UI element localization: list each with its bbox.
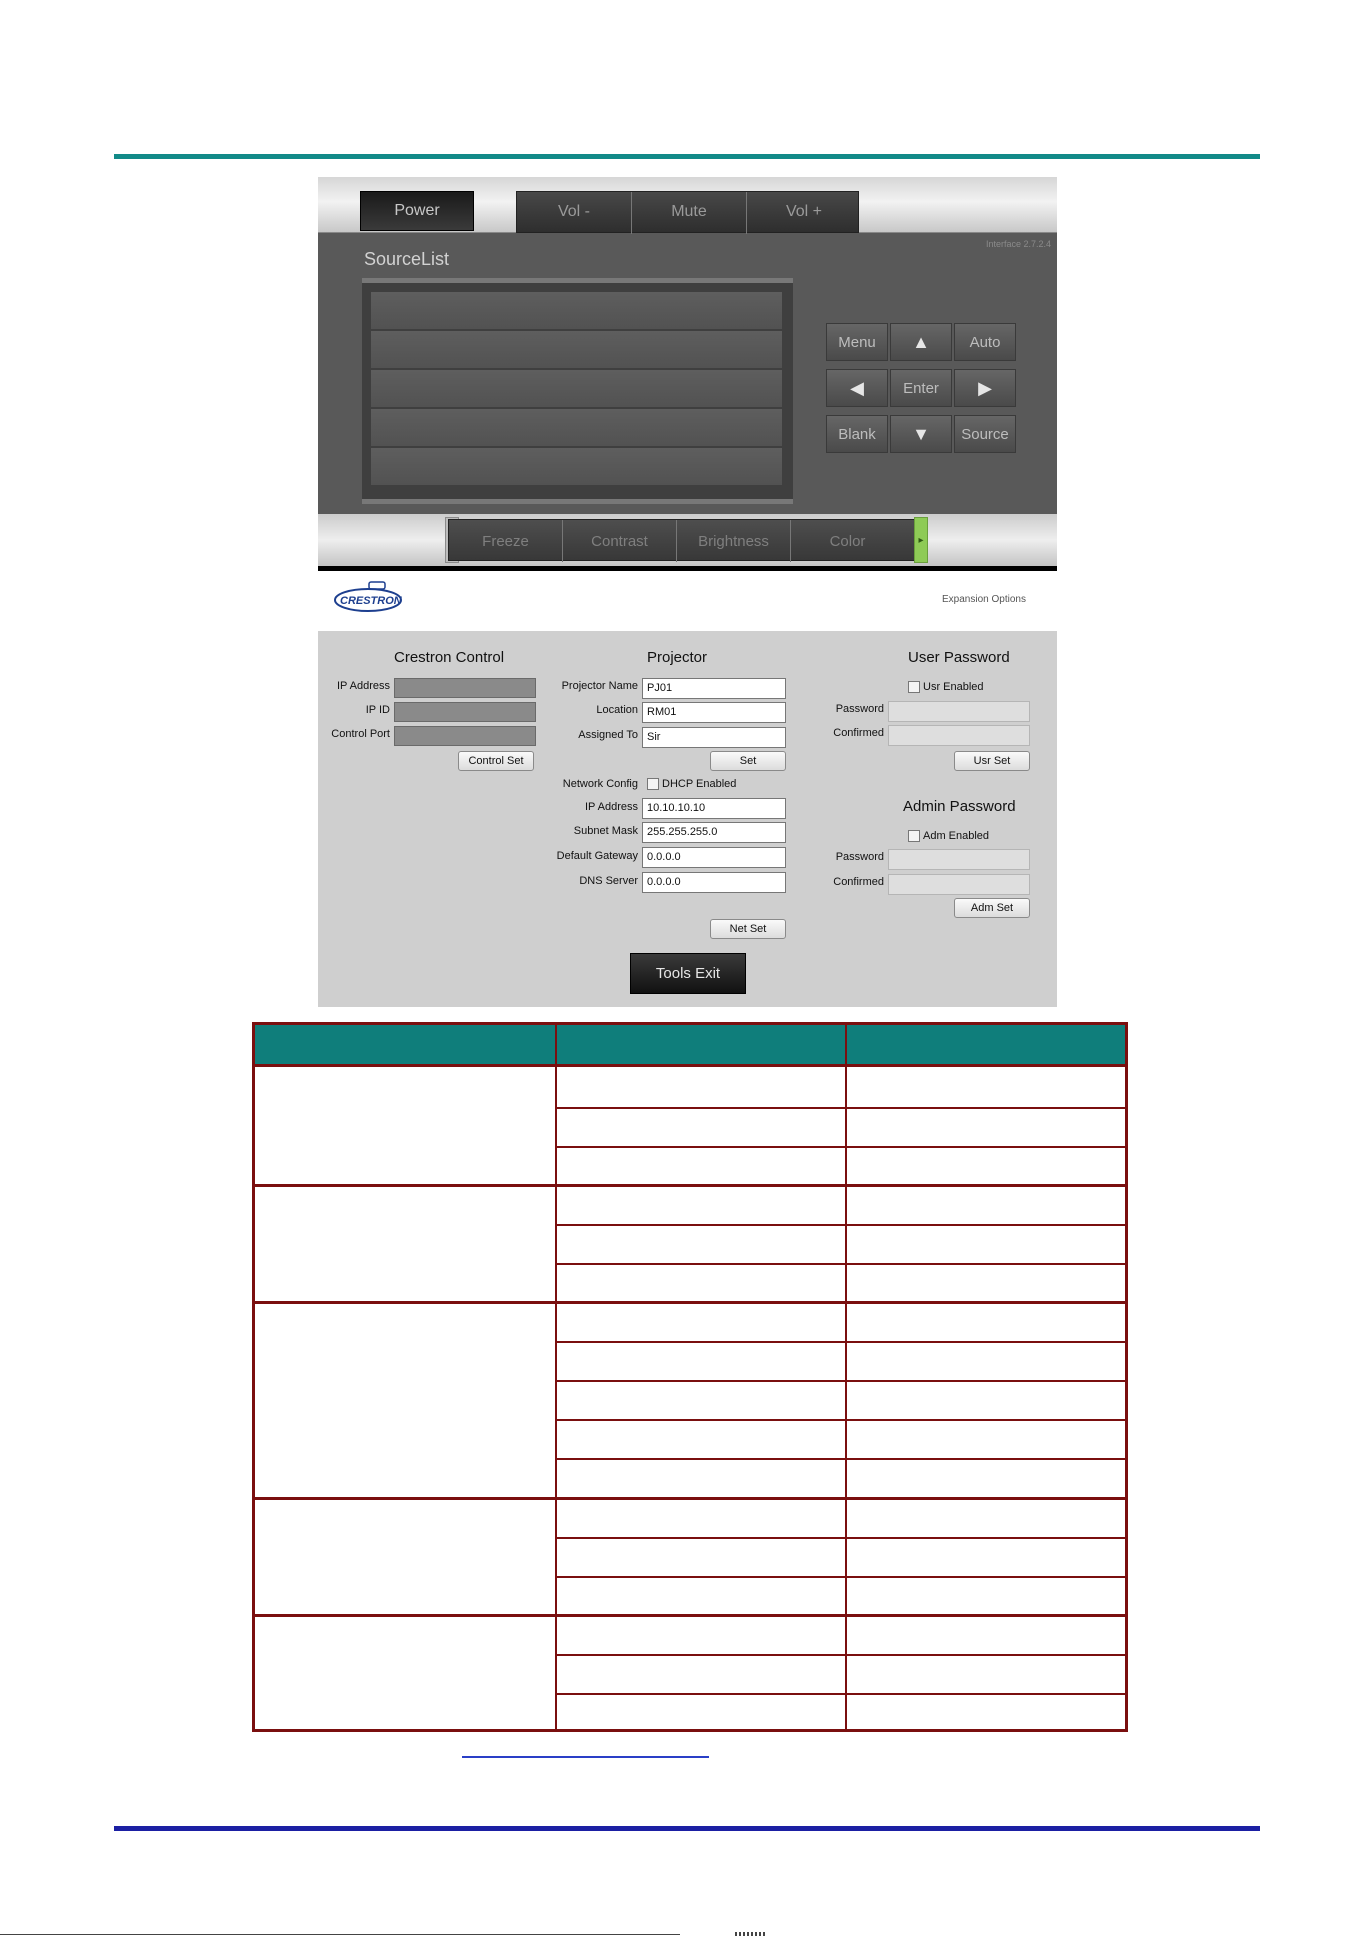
blank-button[interactable]: Blank	[826, 415, 888, 453]
group-divider	[255, 1614, 1125, 1617]
subnet-mask-label: Subnet Mask	[573, 825, 638, 837]
right-button[interactable]	[954, 369, 1016, 407]
crestron-control-title: Crestron Control	[394, 649, 505, 666]
tools-exit-button[interactable]: Tools Exit	[630, 953, 746, 994]
network-config-label: Network Config	[562, 778, 638, 790]
footer-line	[0, 1934, 680, 1935]
subnet-mask-field[interactable]: 255.255.255.0	[642, 822, 786, 843]
user-confirmed-label: Confirmed	[833, 727, 884, 739]
group-divider	[255, 1184, 1125, 1187]
group-divider	[255, 1301, 1125, 1304]
table-header	[255, 1025, 1125, 1067]
assigned-to-label: Assigned To	[578, 729, 638, 741]
power-button[interactable]: Power	[360, 191, 474, 231]
settings-table	[252, 1022, 1128, 1732]
divider	[318, 566, 1057, 571]
user-password-label: Password	[835, 703, 884, 715]
projector-title: Projector	[647, 649, 708, 666]
control-set-button[interactable]: Control Set	[458, 751, 534, 771]
assigned-to-field[interactable]: Sir	[642, 727, 786, 748]
chevron-right-icon: ▸	[918, 534, 924, 546]
admin-confirmed-label: Confirmed	[833, 876, 884, 888]
remote-control-panel	[318, 177, 1057, 571]
left-button[interactable]	[826, 369, 888, 407]
tools-panel	[318, 631, 1057, 1007]
default-gateway-label: Default Gateway	[556, 850, 638, 862]
crestron-control-port-field[interactable]	[394, 726, 536, 746]
footer-rule	[114, 1826, 1260, 1831]
up-arrow-icon: ▲	[912, 331, 930, 352]
header-rule	[114, 154, 1260, 159]
projector-name-label: Projector Name	[561, 680, 638, 692]
right-arrow-icon: ▶	[978, 377, 992, 398]
ip-id-label: IP ID	[365, 704, 390, 716]
row-divider	[557, 1263, 1125, 1265]
admin-password-label: Password	[835, 851, 884, 863]
admin-enabled-checkbox[interactable]	[908, 830, 920, 842]
row-divider	[557, 1654, 1125, 1656]
source-list-item[interactable]	[371, 370, 782, 407]
projector-name-field[interactable]: PJ01	[642, 678, 786, 699]
crestron-logo	[332, 580, 424, 616]
hyperlink-underline[interactable]	[462, 1756, 709, 1758]
row-divider	[557, 1419, 1125, 1421]
source-list-item[interactable]	[371, 331, 782, 368]
user-set-button[interactable]: Usr Set	[954, 751, 1030, 771]
mute-button[interactable]: Mute	[671, 203, 707, 220]
down-arrow-icon: ▼	[912, 423, 930, 444]
volume-button-group	[516, 191, 859, 233]
down-button[interactable]	[890, 415, 952, 453]
row-divider	[557, 1146, 1125, 1148]
default-gateway-field[interactable]: 0.0.0.0	[642, 847, 786, 868]
ip-address-label: IP Address	[585, 801, 638, 813]
freeze-button[interactable]: Freeze	[482, 532, 529, 550]
crestron-ip-id-field[interactable]	[394, 702, 536, 722]
source-button[interactable]: Source	[954, 415, 1016, 453]
source-list-title: SourceList	[364, 249, 450, 269]
dns-server-label: DNS Server	[579, 875, 638, 887]
column-divider	[555, 1025, 557, 1729]
enter-button[interactable]: Enter	[890, 369, 952, 407]
left-arrow-icon: ◀	[850, 377, 864, 398]
scroll-right-button[interactable]	[914, 517, 928, 563]
admin-confirmed-field[interactable]	[888, 874, 1030, 895]
row-divider	[557, 1341, 1125, 1343]
user-password-title: User Password	[908, 649, 1010, 666]
color-button[interactable]: Color	[829, 532, 866, 550]
top-button-bar	[318, 177, 1057, 233]
bottom-button-bar	[318, 514, 1057, 566]
admin-password-field[interactable]	[888, 849, 1030, 870]
row-divider	[557, 1224, 1125, 1226]
navigation-pad	[826, 323, 1018, 457]
user-confirmed-field[interactable]	[888, 725, 1030, 746]
net-set-button[interactable]: Net Set	[710, 919, 786, 939]
control-port-label: Control Port	[331, 728, 390, 740]
vol-minus-button[interactable]: Vol -	[557, 203, 590, 220]
source-list	[362, 278, 793, 504]
crestron-ip-address-field[interactable]	[394, 678, 536, 698]
admin-password-title: Admin Password	[903, 798, 1016, 815]
up-button[interactable]	[890, 323, 952, 361]
row-divider	[557, 1537, 1125, 1539]
menu-button[interactable]: Menu	[826, 323, 888, 361]
auto-button[interactable]: Auto	[954, 323, 1016, 361]
source-list-item[interactable]	[371, 409, 782, 446]
logo-text: CRESTRON	[340, 595, 402, 607]
set-button[interactable]: Set	[710, 751, 786, 771]
brightness-button[interactable]: Brightness	[698, 532, 769, 550]
interface-version: Interface 2.7.2.4	[985, 239, 1051, 249]
source-list-item[interactable]	[371, 292, 782, 329]
admin-set-button[interactable]: Adm Set	[954, 898, 1030, 918]
contrast-button[interactable]: Contrast	[591, 532, 648, 550]
user-enabled-label: Usr Enabled	[923, 681, 984, 693]
row-divider	[557, 1576, 1125, 1578]
user-password-field[interactable]	[888, 701, 1030, 722]
dns-server-field[interactable]: 0.0.0.0	[642, 872, 786, 893]
expansion-options-link[interactable]: Expansion Options	[942, 594, 1026, 605]
location-label: Location	[596, 704, 638, 716]
vol-plus-button[interactable]: Vol +	[785, 203, 823, 220]
location-field[interactable]: RM01	[642, 702, 786, 723]
dhcp-enabled-label: DHCP Enabled	[662, 778, 737, 790]
ip-address-label: IP Address	[337, 680, 390, 692]
row-divider	[557, 1693, 1125, 1695]
column-divider	[845, 1025, 847, 1729]
footer-mark	[735, 1932, 765, 1936]
user-enabled-checkbox[interactable]	[908, 681, 920, 693]
group-divider	[255, 1497, 1125, 1500]
picture-button-group	[448, 519, 918, 561]
ip-address-field[interactable]: 10.10.10.10	[642, 798, 786, 819]
admin-enabled-label: Adm Enabled	[923, 830, 990, 842]
row-divider	[557, 1380, 1125, 1382]
source-list-item[interactable]	[371, 448, 782, 485]
row-divider	[557, 1107, 1125, 1109]
row-divider	[557, 1458, 1125, 1460]
dhcp-enabled-checkbox[interactable]	[647, 778, 659, 790]
